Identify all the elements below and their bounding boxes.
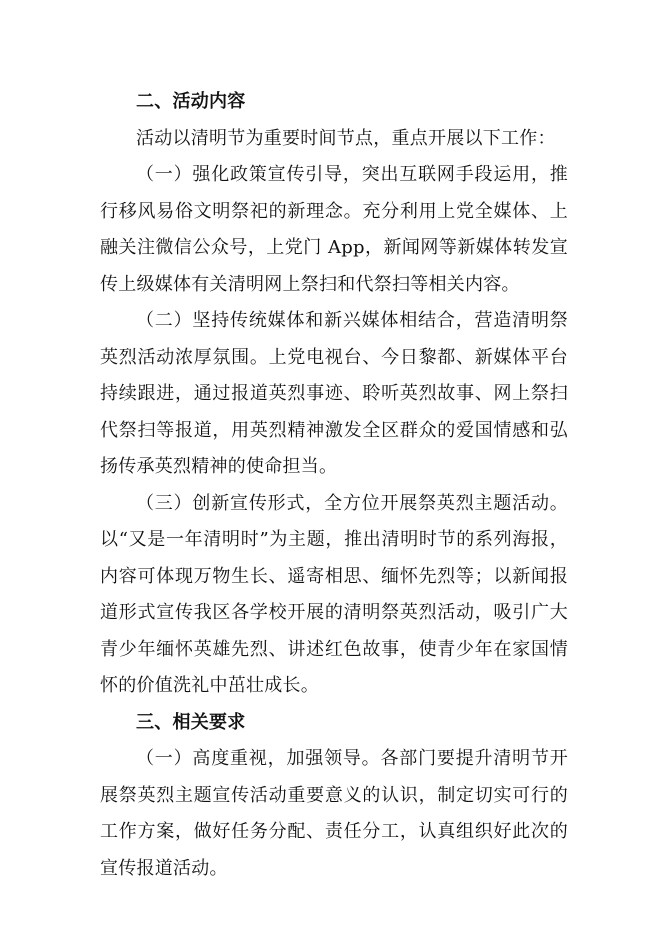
paragraph-leadership: （一）高度重视，加强领导。各部门要提升清明节开展祭英烈主题宣传活动重要意义的认识，制定切实可行的工作方案，做好任务分配、责任分工，认真组织好此次的宣传报道活动。 bbox=[100, 748, 568, 879]
paragraph-innovative-forms: （三）创新宣传形式，全方位开展祭英烈主题活动。以“又是一年清明时”为主题，推出清明时节的系列海报，内容可体现万物生长、遥寄相思、缅怀先烈等；以新闻报道形式宣传我区各学校开展的清明祭英烈活动，吸引广大青少年缅怀英雄先烈、讲述红色故事，使青少年在家国情怀的价值洗礼中茁壮成长。 bbox=[100, 492, 568, 696]
section-heading-requirements: 三、相关要求 bbox=[136, 711, 246, 733]
paragraph-media-combination: （二）坚持传统媒体和新兴媒体相结合，营造清明祭英烈活动浓厚氛围。上党电视台、今日黎都、新媒体平台持续跟进，通过报道英烈事迹、聆听英烈故事、网上祭扫代祭扫等报道，用英烈精神激发全区群众的爱国情感和弘扬传承英烈精神的使命担当。 bbox=[100, 310, 568, 477]
paragraph-policy-promotion: （一）强化政策宣传引导，突出互联网手段运用，推行移风易俗文明祭祀的新理念。充分利用上党全媒体、上融关注微信公众号，上党门 App，新闻网等新媒体转发宣传上级媒体有关清明网上祭扫和代祭扫等相关内容。 bbox=[100, 164, 568, 295]
section-intro: 活动以清明节为重要时间节点，重点开展以下工作： bbox=[136, 127, 556, 149]
document-body bbox=[100, 84, 568, 887]
section-heading-activity-content: 二、活动内容 bbox=[136, 91, 246, 112]
